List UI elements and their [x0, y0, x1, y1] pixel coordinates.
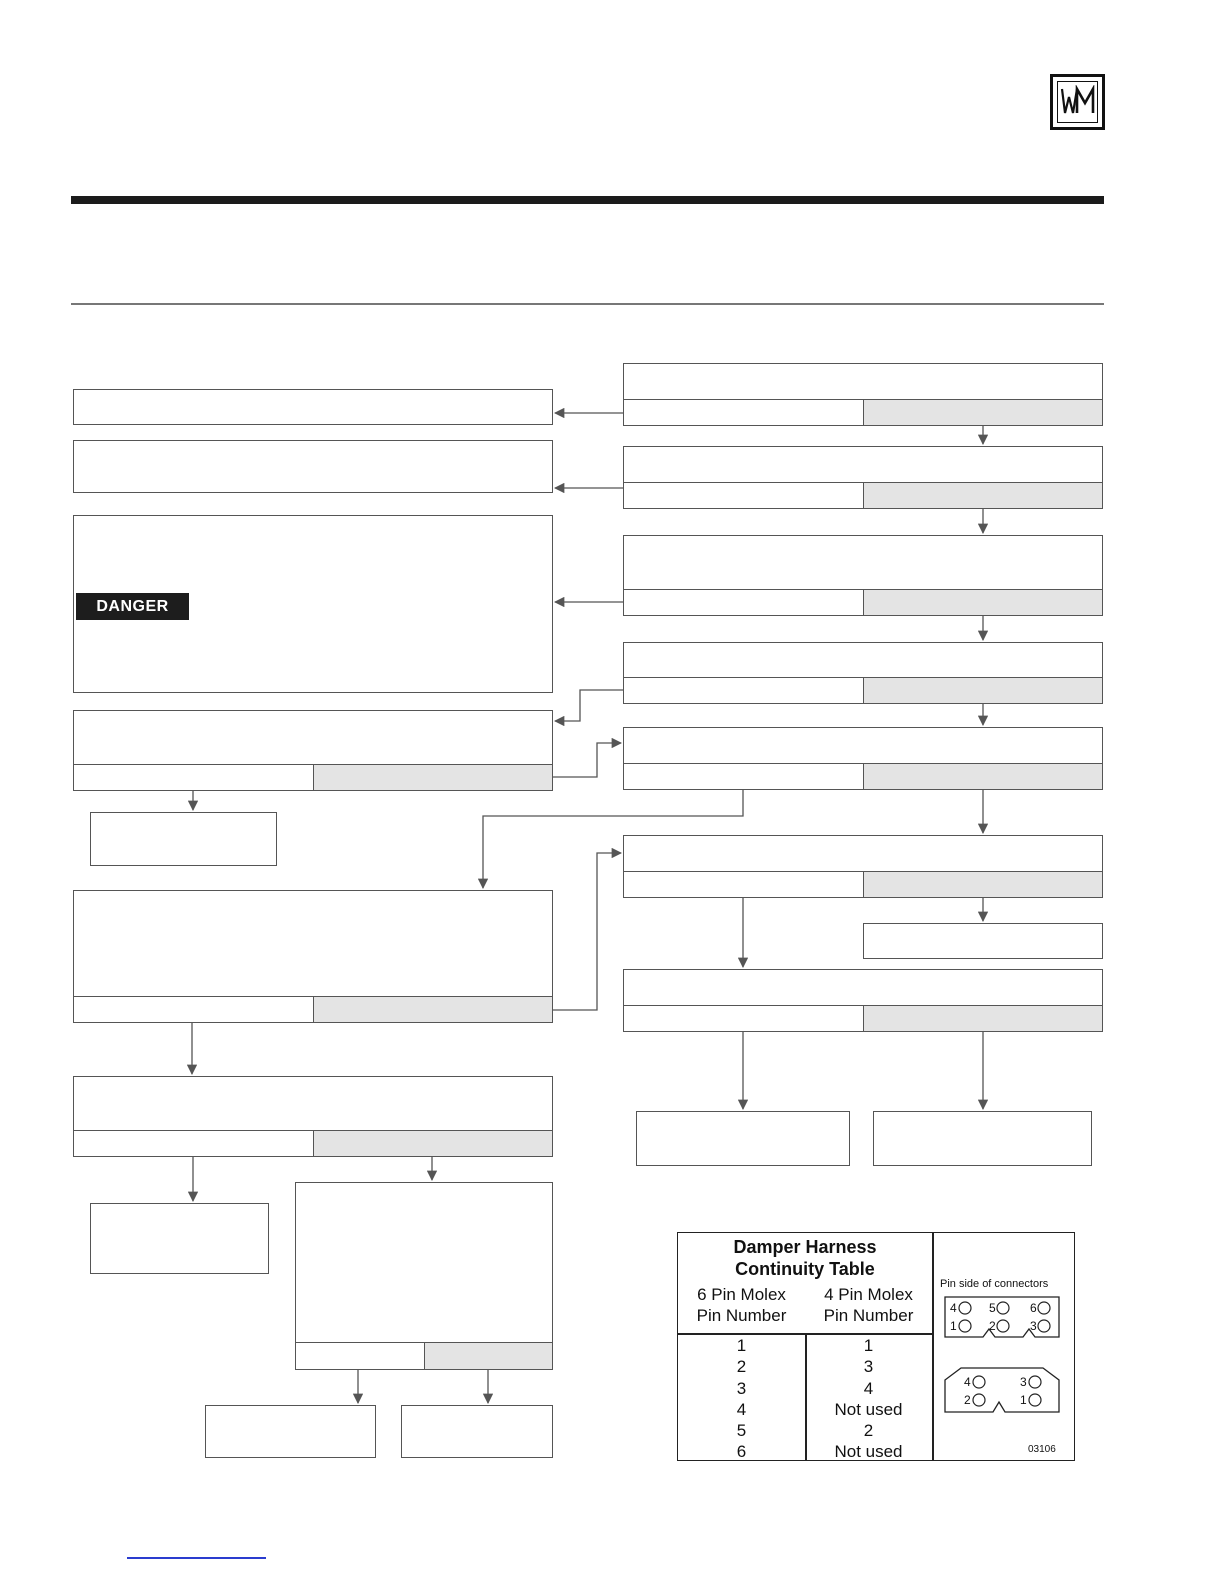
table-title-line-1: Damper Harness: [733, 1237, 877, 1257]
pin-label: 3: [1030, 1319, 1037, 1333]
damper-harness-continuity-table: [677, 1232, 1075, 1461]
pin-label: 1: [950, 1319, 957, 1333]
table-cell: 3: [736, 1378, 747, 1398]
four-pin-connector-icon: [943, 1366, 1061, 1416]
pin-label: 2: [989, 1319, 996, 1333]
table-cell: 3: [863, 1357, 874, 1377]
pin-label: 6: [1030, 1301, 1037, 1315]
col-6-pin-values: [678, 1335, 805, 1463]
table-cell: 5: [736, 1421, 747, 1441]
table-cell: 4: [736, 1399, 747, 1419]
figure-number: 03106: [1028, 1444, 1056, 1455]
table-cell: Not used: [834, 1399, 903, 1419]
col-head-4-pin-line-1: 4 Pin Molex: [824, 1285, 913, 1304]
pin-label: 5: [989, 1301, 996, 1315]
pin-label: 4: [964, 1375, 971, 1389]
footer-link[interactable]: [127, 1557, 266, 1559]
pin-label: 3: [1020, 1375, 1027, 1389]
col-4-pin-values: [805, 1335, 932, 1463]
table-cell: 6: [736, 1442, 747, 1462]
pin-label: 1: [1020, 1393, 1027, 1407]
col-head-6-pin: [678, 1284, 805, 1326]
table-cell: 1: [736, 1336, 747, 1355]
col-head-4-pin: [805, 1284, 932, 1326]
table-cell: 1: [863, 1336, 874, 1355]
table-cell: 4: [863, 1378, 874, 1398]
pin-label: 4: [950, 1301, 957, 1315]
danger-label: DANGER: [76, 593, 189, 620]
table-diagram-divider: [932, 1233, 934, 1460]
col-head-6-pin-line-1: 6 Pin Molex: [697, 1285, 786, 1304]
table-cell: 2: [863, 1421, 874, 1441]
six-pin-connector-icon: [943, 1295, 1061, 1341]
table-title-line-2: Continuity Table: [735, 1259, 875, 1279]
table-cell: Not used: [834, 1442, 903, 1462]
pin-label: 2: [964, 1393, 971, 1407]
col-head-6-pin-line-2: Pin Number: [696, 1306, 787, 1325]
table-title: [678, 1236, 932, 1280]
table-cell: 2: [736, 1357, 747, 1377]
pin-side-label: Pin side of connectors: [940, 1278, 1049, 1290]
col-head-4-pin-line-2: Pin Number: [823, 1306, 914, 1325]
